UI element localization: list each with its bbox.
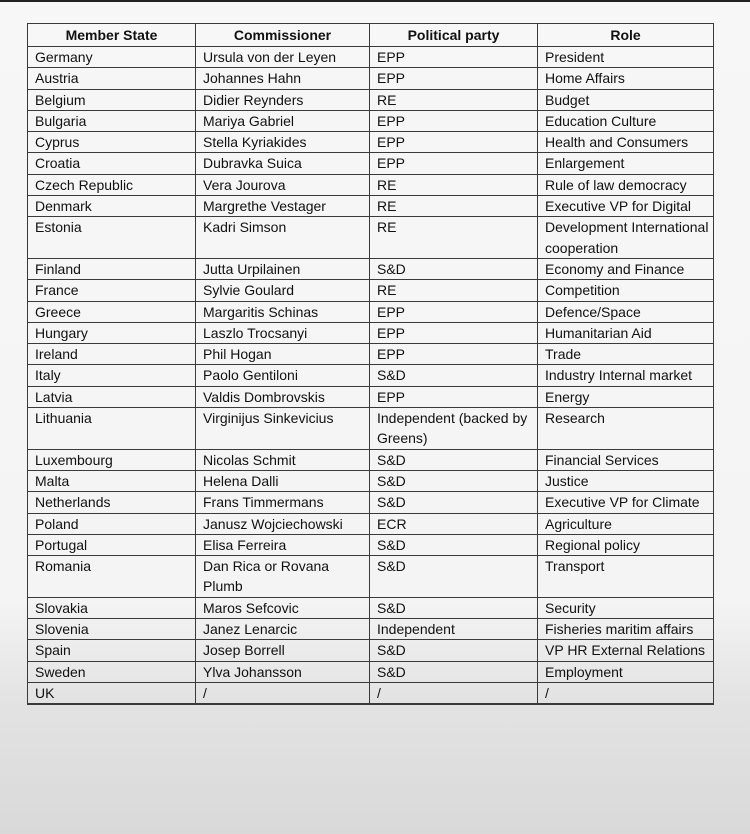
commissioner-cell: Jutta Urpilainen [196, 258, 370, 279]
role-cell: Competition [538, 280, 714, 301]
role-cell: Enlargement [538, 153, 714, 174]
member-state-cell: Malta [28, 470, 196, 491]
commissioner-cell: Ursula von der Leyen [196, 47, 370, 68]
political-party-cell: S&D [370, 534, 538, 555]
table-row [28, 174, 714, 195]
political-party-cell: EPP [370, 386, 538, 407]
header-role: Role [538, 24, 714, 47]
political-party-cell: S&D [370, 492, 538, 513]
role-cell: Defence/Space [538, 301, 714, 322]
commissioner-cell: Margrethe Vestager [196, 196, 370, 217]
table-row [28, 556, 714, 598]
political-party-cell: EPP [370, 153, 538, 174]
commissioner-cell: Sylvie Goulard [196, 280, 370, 301]
member-state-cell: Denmark [28, 196, 196, 217]
member-state-cell: Greece [28, 301, 196, 322]
member-state-cell: UK [28, 682, 196, 704]
commissioner-cell: Vera Jourova [196, 174, 370, 195]
member-state-cell: Finland [28, 258, 196, 279]
political-party-cell: EPP [370, 132, 538, 153]
role-cell: Trade [538, 344, 714, 365]
commissioner-cell: Dan Rica or Rovana Plumb [196, 556, 370, 598]
member-state-cell: Italy [28, 365, 196, 386]
role-cell: Employment [538, 661, 714, 682]
role-cell: Justice [538, 470, 714, 491]
political-party-cell: EPP [370, 68, 538, 89]
commissioners-table [27, 23, 714, 705]
role-cell: Transport [538, 556, 714, 598]
member-state-cell: Sweden [28, 661, 196, 682]
member-state-cell: Spain [28, 640, 196, 661]
table-row [28, 132, 714, 153]
member-state-cell: Germany [28, 47, 196, 68]
political-party-cell: S&D [370, 556, 538, 598]
political-party-cell: S&D [370, 661, 538, 682]
commissioner-cell: Laszlo Trocsanyi [196, 322, 370, 343]
table-row [28, 258, 714, 279]
table-row [28, 470, 714, 491]
political-party-cell: EPP [370, 301, 538, 322]
role-cell: President [538, 47, 714, 68]
role-cell: Fisheries maritim affairs [538, 619, 714, 640]
role-cell: Agriculture [538, 513, 714, 534]
role-cell: Health and Consumers [538, 132, 714, 153]
member-state-cell: Lithuania [28, 408, 196, 450]
member-state-cell: Ireland [28, 344, 196, 365]
role-cell: Regional policy [538, 534, 714, 555]
commissioner-cell: Virginijus Sinkevicius [196, 408, 370, 450]
table-row [28, 344, 714, 365]
commissioner-cell: Nicolas Schmit [196, 449, 370, 470]
role-cell: / [538, 682, 714, 704]
role-cell: Industry Internal market [538, 365, 714, 386]
table-row [28, 196, 714, 217]
commissioner-cell: Stella Kyriakides [196, 132, 370, 153]
table-row [28, 110, 714, 131]
role-cell: Education Culture [538, 110, 714, 131]
commissioner-cell: Helena Dalli [196, 470, 370, 491]
role-cell: Rule of law democracy [538, 174, 714, 195]
member-state-cell: Hungary [28, 322, 196, 343]
member-state-cell: Luxembourg [28, 449, 196, 470]
role-cell: Executive VP for Digital [538, 196, 714, 217]
commissioner-cell: Margaritis Schinas [196, 301, 370, 322]
political-party-cell: Independent [370, 619, 538, 640]
member-state-cell: Bulgaria [28, 110, 196, 131]
table-row [28, 89, 714, 110]
member-state-cell: Slovenia [28, 619, 196, 640]
commissioner-cell: Mariya Gabriel [196, 110, 370, 131]
table-row [28, 47, 714, 68]
table-row [28, 492, 714, 513]
table-row [28, 682, 714, 704]
member-state-cell: France [28, 280, 196, 301]
member-state-cell: Belgium [28, 89, 196, 110]
commissioner-cell: Maros Sefcovic [196, 597, 370, 618]
political-party-cell: / [370, 682, 538, 704]
table-row [28, 153, 714, 174]
role-cell: Financial Services [538, 449, 714, 470]
role-cell: Research [538, 408, 714, 450]
member-state-cell: Austria [28, 68, 196, 89]
header-member-state: Member State [28, 24, 196, 47]
table-row [28, 365, 714, 386]
commissioner-cell: Josep Borrell [196, 640, 370, 661]
table-row [28, 386, 714, 407]
table-row [28, 534, 714, 555]
political-party-cell: EPP [370, 322, 538, 343]
member-state-cell: Czech Republic [28, 174, 196, 195]
header-commissioner: Commissioner [196, 24, 370, 47]
political-party-cell: S&D [370, 640, 538, 661]
table-row [28, 322, 714, 343]
role-cell: Economy and Finance [538, 258, 714, 279]
role-cell: Development International cooperation [538, 217, 714, 259]
commissioner-cell: Janez Lenarcic [196, 619, 370, 640]
role-cell: Executive VP for Climate [538, 492, 714, 513]
role-cell: Home Affairs [538, 68, 714, 89]
political-party-cell: Independent (backed by Greens) [370, 408, 538, 450]
commissioner-cell: / [196, 682, 370, 704]
member-state-cell: Croatia [28, 153, 196, 174]
role-cell: Humanitarian Aid [538, 322, 714, 343]
role-cell: VP HR External Relations [538, 640, 714, 661]
member-state-cell: Romania [28, 556, 196, 598]
political-party-cell: S&D [370, 365, 538, 386]
member-state-cell: Portugal [28, 534, 196, 555]
commissioner-cell: Ylva Johansson [196, 661, 370, 682]
commissioner-cell: Dubravka Suica [196, 153, 370, 174]
member-state-cell: Cyprus [28, 132, 196, 153]
political-party-cell: RE [370, 196, 538, 217]
commissioner-cell: Kadri Simson [196, 217, 370, 259]
table-row [28, 408, 714, 450]
political-party-cell: RE [370, 89, 538, 110]
table-row [28, 597, 714, 618]
table-row [28, 449, 714, 470]
header-political-party: Political party [370, 24, 538, 47]
member-state-cell: Latvia [28, 386, 196, 407]
table-row [28, 217, 714, 259]
political-party-cell: S&D [370, 470, 538, 491]
role-cell: Security [538, 597, 714, 618]
table-row [28, 640, 714, 661]
political-party-cell: RE [370, 217, 538, 259]
table-body [28, 47, 714, 705]
political-party-cell: RE [370, 174, 538, 195]
member-state-cell: Poland [28, 513, 196, 534]
political-party-cell: S&D [370, 258, 538, 279]
commissioner-cell: Didier Reynders [196, 89, 370, 110]
political-party-cell: EPP [370, 110, 538, 131]
commissioner-cell: Johannes Hahn [196, 68, 370, 89]
member-state-cell: Netherlands [28, 492, 196, 513]
table-row [28, 280, 714, 301]
commissioner-cell: Janusz Wojciechowski [196, 513, 370, 534]
table-row [28, 661, 714, 682]
table-row [28, 513, 714, 534]
role-cell: Energy [538, 386, 714, 407]
political-party-cell: RE [370, 280, 538, 301]
member-state-cell: Slovakia [28, 597, 196, 618]
role-cell: Budget [538, 89, 714, 110]
commissioner-cell: Elisa Ferreira [196, 534, 370, 555]
top-border-line [0, 0, 750, 2]
table-row [28, 301, 714, 322]
table-row [28, 68, 714, 89]
political-party-cell: S&D [370, 449, 538, 470]
political-party-cell: EPP [370, 344, 538, 365]
table-row [28, 619, 714, 640]
member-state-cell: Estonia [28, 217, 196, 259]
commissioner-cell: Frans Timmermans [196, 492, 370, 513]
political-party-cell: ECR [370, 513, 538, 534]
commissioner-cell: Phil Hogan [196, 344, 370, 365]
political-party-cell: S&D [370, 597, 538, 618]
table-header-row [28, 24, 714, 47]
commissioner-cell: Paolo Gentiloni [196, 365, 370, 386]
commissioner-cell: Valdis Dombrovskis [196, 386, 370, 407]
political-party-cell: EPP [370, 47, 538, 68]
